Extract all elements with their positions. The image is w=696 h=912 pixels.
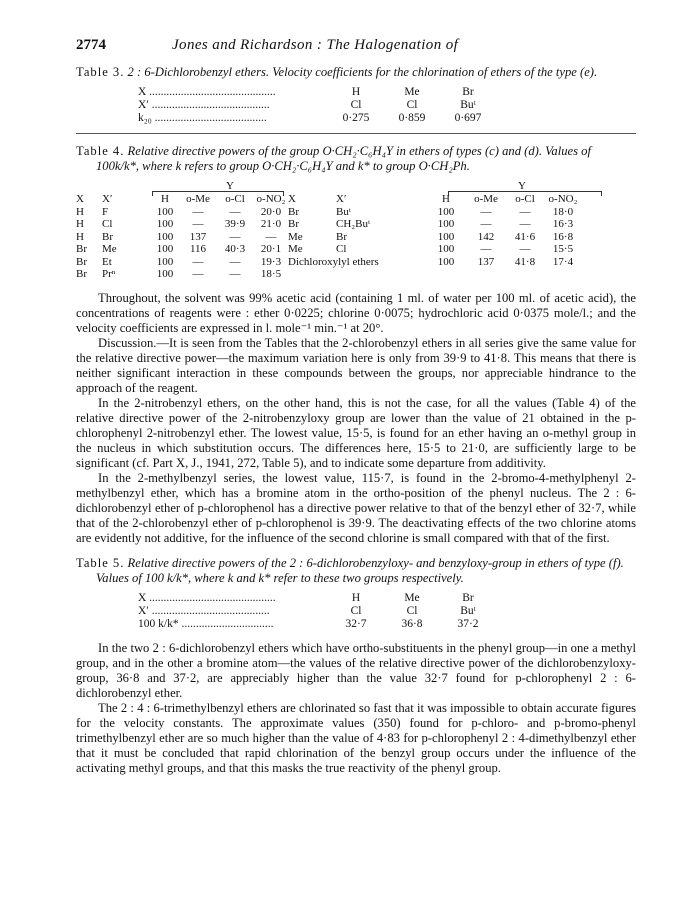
column-header: o-Cl (515, 193, 535, 205)
column-header: X (288, 193, 296, 205)
cell: 100 (437, 243, 455, 255)
cell: Buᵗ (460, 604, 476, 617)
column-header: X′ (336, 193, 347, 205)
cell: 100 (156, 205, 174, 218)
cell: 137 (477, 255, 495, 268)
table5-row (138, 618, 636, 631)
cell: 16·8 (552, 230, 574, 243)
table-row (76, 231, 636, 244)
cell: Me (102, 243, 117, 255)
column-header: X (76, 193, 84, 205)
cell: H (76, 230, 84, 243)
cell: 116 (189, 243, 207, 255)
cell: 100 (437, 205, 455, 218)
column-header: o-Me (474, 193, 498, 205)
cell: H (351, 86, 361, 98)
cell: 41·6 (514, 230, 536, 243)
cell: — (192, 268, 204, 280)
table-row (76, 268, 636, 281)
column-header: o-Cl (225, 193, 245, 205)
cell: Prⁿ (102, 268, 116, 280)
cell: — (229, 230, 241, 243)
cell: Cl (102, 218, 113, 230)
cell: Buᵗ (460, 99, 476, 111)
table3-row (138, 99, 636, 112)
table4-caption (76, 144, 636, 174)
y-label-right: Y (518, 180, 526, 192)
table3-row (138, 86, 636, 99)
cell: Br (288, 218, 299, 230)
cell: Br (76, 255, 87, 268)
cell: — (480, 243, 492, 255)
brace (152, 191, 284, 196)
cell: 100 (156, 230, 174, 243)
table4-group-header (76, 180, 636, 193)
cell: — (519, 243, 531, 255)
cell: Cl (406, 99, 418, 111)
cell: 137 (189, 230, 207, 243)
row-label: k₂₀ ....................................... (138, 112, 267, 124)
cell (288, 268, 336, 281)
cell: — (480, 205, 492, 218)
cell: 0·697 (454, 112, 482, 124)
cell: — (265, 230, 277, 243)
cell: 39·9 (224, 218, 246, 230)
table5-row (138, 605, 636, 618)
cell: H (76, 205, 84, 218)
row-label: X′ ......................................... (138, 99, 270, 111)
cell: — (229, 255, 241, 268)
divider (76, 133, 636, 134)
table4 (76, 180, 636, 281)
cell: 19·3 (260, 255, 282, 268)
cell: 0·275 (342, 112, 370, 124)
table5-caption (76, 556, 636, 586)
table-row (76, 243, 636, 256)
column-header: o-Me (186, 193, 210, 205)
table5-row (138, 592, 636, 605)
cell (426, 268, 466, 281)
cell: 36·8 (401, 617, 423, 630)
cell: Cl (350, 99, 362, 111)
cell: Br (102, 230, 113, 243)
cell: 37·2 (457, 617, 479, 630)
body-text-1 (76, 291, 636, 546)
cell: — (192, 205, 204, 218)
cell: Cl (350, 604, 362, 617)
paragraph: Discussion.—It is seen from the Tables that the 2-chlorobenzyl ethers in all series give the same value for the relative directive power—the maximum variation here is only from 39·9 to 41·8. This means that there is neither significant interaction in these compounds between the groups, nor appreciable hindrance to the approach of the reagent. (76, 335, 636, 395)
cell: — (519, 205, 531, 218)
table3 (138, 86, 636, 125)
column-header: o-NO₂ (256, 193, 286, 205)
cell: Br (462, 591, 474, 604)
cell: CH₂Buᵗ (336, 218, 371, 230)
cell: Cl (336, 243, 347, 255)
body-text-2 (76, 641, 636, 776)
table3-title: 2 : 6-Dichlorobenzyl ethers. Velocity coefficients for the chlorination of ethers of the type (e). (127, 65, 598, 79)
paragraph: In the 2-methylbenzyl series, the lowest value, 115·7, is found in the 2-bromo-4-methylphenyl 2-methylbenzyl ether, which has a bromine atom in the ortho-position of the phenyl nucleus. The 2 : 6-dichlorobenzyl ether of p-chlorophenol has a directive power relative to that of the benzyl ether of 32·7, while that of the 2-chlorobenzyl ether of p-chlorophenol is 39·9. The deactivating effects of the two chlorine atoms are evidently not additive, for the influence of the second chlorine is small compared with that of the first. (76, 470, 636, 545)
y-label-left: Y (226, 180, 234, 192)
cell (506, 268, 544, 281)
cell: 20·1 (260, 243, 282, 255)
paragraph: In the 2-nitrobenzyl ethers, on the other hand, this is not the case, for all the values (Table 4) of the relative directive power of the 2-nitrobenzyloxy group are lower than the value of 21 obtained in the p-chlorophenyl 2-nitrobenzyl ether. The lowest value, 15·5, is found for an ether having an o-methyl group in the nucleus in which substitution occurs. The differences here, 15·5 to 21·0, are sufficiently large to be significant (cf. Part X, J., 1941, 272, Table 5), and to indicate some departure from additivity. (76, 395, 636, 470)
table4-body (76, 193, 636, 281)
cell: Br (336, 230, 347, 243)
cell: Me (288, 230, 303, 243)
cell: 100 (437, 255, 455, 268)
cell (336, 268, 426, 281)
table-row (76, 206, 636, 219)
table5-title: Relative directive powers of the 2 : 6-dichlorobenzyloxy- and benzyloxy-group in ethers of type (f). Values of 100 k/k*, where k and k* refer to these two groups respectively. (96, 555, 624, 585)
cell: — (229, 205, 241, 218)
cell: H (76, 218, 84, 230)
cell: 100 (156, 268, 174, 280)
row-label: X ............................................ (138, 591, 276, 604)
table-row (76, 256, 636, 269)
cell (544, 268, 582, 281)
table3-row (138, 112, 636, 125)
cell: 142 (477, 230, 495, 243)
cell: H (351, 591, 361, 604)
table4-label: Table 4. (76, 144, 125, 158)
cell: 100 (156, 255, 174, 268)
cell: 0·859 (398, 112, 426, 124)
cell: 40·3 (224, 243, 246, 255)
running-title: Jones and Richardson : The Halogenation of (172, 37, 459, 53)
cell: — (519, 218, 531, 230)
column-header: H (161, 193, 169, 205)
table5-label: Table 5. (76, 555, 125, 570)
cell: — (229, 268, 241, 280)
cell: 100 (156, 243, 174, 255)
cell: 20·0 (260, 205, 282, 218)
cell: 18·0 (552, 205, 574, 218)
row-label: 100 k/k* ................................ (138, 617, 274, 630)
row-label: X ............................................ (138, 86, 276, 98)
cell: 17·4 (552, 255, 574, 268)
page-number: 2774 (76, 37, 106, 53)
cell: Me (404, 86, 420, 98)
column-header: X′ (102, 193, 113, 205)
table-row (76, 218, 636, 231)
column-header: o-NO₂ (548, 193, 578, 205)
cell: Me (288, 243, 303, 255)
cell: 32·7 (345, 617, 367, 630)
table4-title: Relative directive powers of the group O·CH₂·C₆H₄Y in ethers of types (c) and (d). Values of 100k/k*, where k refers to group O·CH₂·C₆H₄Y and k* to group O·CH₂Ph. (96, 144, 591, 173)
cell: Br (462, 86, 474, 98)
cell: Et (102, 255, 112, 268)
cell: 100 (437, 230, 455, 243)
cell: Buᵗ (336, 205, 351, 218)
cell: Br (76, 243, 87, 255)
cell: 15·5 (552, 243, 574, 255)
paragraph: Throughout, the solvent was 99% acetic acid (containing 1 ml. of water per 100 ml. of acetic acid), the concentrations of reagents were : ether 0·0225; chlorine 0·0075; hydrochloric acid 0·0375 mole/l.; and the velocity coefficients are expressed in l. mole⁻¹ min.⁻¹ at 20°. (76, 290, 636, 335)
cell: Cl (406, 604, 418, 617)
paragraph: In the two 2 : 6-dichlorobenzyl ethers which have ortho-substituents in the phenyl group—in one a methyl group, and in the other a bromine atom—the values of the relative directive power of the dichlorobenzyloxy-group, 36·8 and 37·2, are appreciably higher than the value 32·7 found for p-chlorophenyl 2 : 6-dichlorobenzyl ether. (76, 640, 636, 700)
cell (466, 268, 506, 281)
cell: — (192, 218, 204, 230)
cell: F (102, 205, 109, 218)
row-label: X′ ......................................... (138, 604, 270, 617)
cell (336, 256, 426, 269)
cell: 18·5 (260, 268, 282, 280)
cell: — (480, 218, 492, 230)
cell: Br (288, 205, 299, 218)
table3-caption (76, 65, 636, 80)
cell: Dichloroxylyl ethers (288, 255, 379, 268)
cell: 100 (437, 218, 455, 230)
table3-label: Table 3. (76, 65, 125, 79)
cell: — (192, 255, 204, 268)
cell: 100 (156, 218, 174, 230)
cell: 41·8 (514, 255, 536, 268)
running-header (76, 38, 636, 53)
column-header: H (442, 193, 450, 205)
brace (448, 191, 602, 196)
table5 (138, 592, 636, 631)
cell: Me (404, 591, 420, 604)
cell: Br (76, 268, 87, 280)
journal-page (76, 38, 636, 776)
paragraph: The 2 : 4 : 6-trimethylbenzyl ethers are chlorinated so fast that it was impossible to obtain accurate figures for the velocity constants. The approximate values (350) found for p-chloro- and p-bromo-phenyl trimethylbenzyl ether are so much higher than the value of 4·83 for p-chlorophenyl 2 : 4-dimethylbenzyl ether that it must be concluded that rapid chlorination of the benzyl group occurs under the influence of the activating methyl groups, and that this masks the true reactivity of the phenyl group. (76, 700, 636, 775)
cell: 16·3 (552, 218, 574, 230)
cell: 21·0 (260, 218, 282, 230)
